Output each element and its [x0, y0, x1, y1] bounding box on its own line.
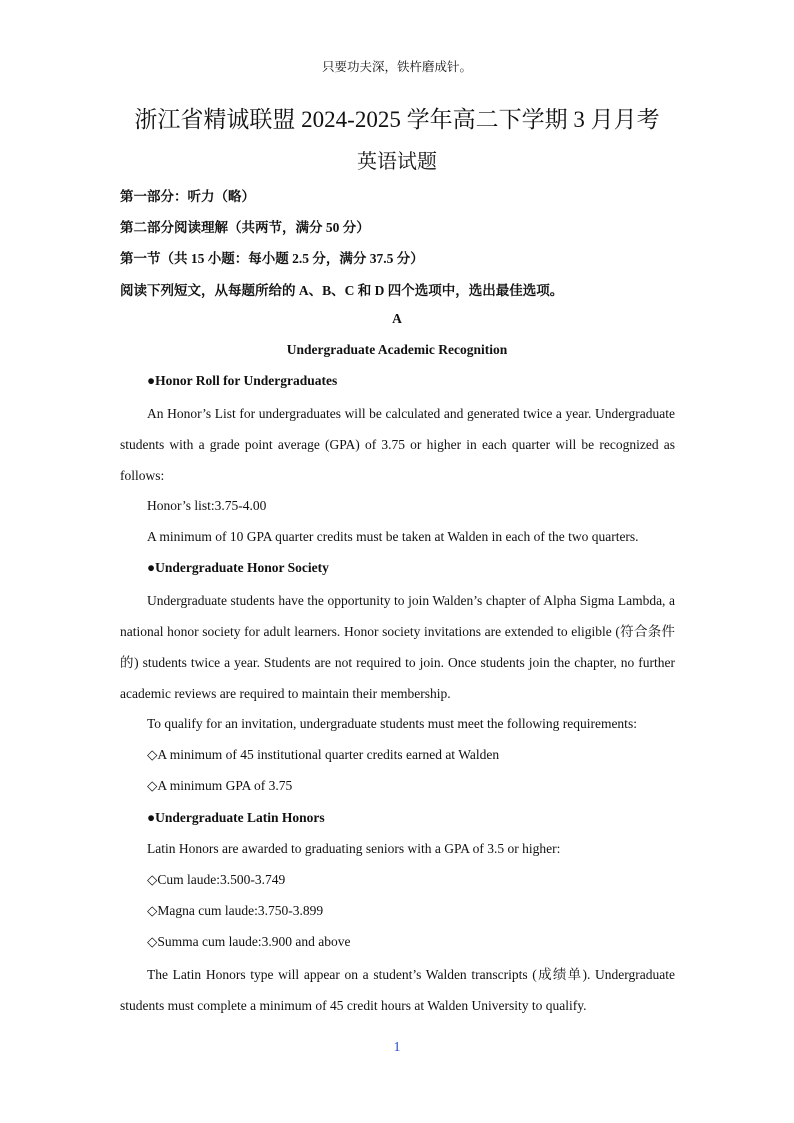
page-number: 1 — [393, 1040, 401, 1055]
instruction: 阅读下列短文，从每题所给的 A、B、C 和 D 四个选项中，选出最佳选项。 — [120, 283, 564, 298]
requirement-gpa: ◇A minimum GPA of 3.75 — [147, 778, 293, 793]
paragraph-text: The Latin Honors type will appear on a student’s Walden transcripts (成绩单). Undergraduate students must complete a minimum of 45 credit hours at Walden University to qualify. — [120, 967, 675, 1013]
honor-list-range: Honor’s list:3.75-4.00 — [147, 498, 267, 513]
section-heading-latin-honors: ●Undergraduate Latin Honors — [147, 810, 325, 825]
section1-heading: 第一节（共 15 小题：每小题 2.5 分，满分 37.5 分） — [120, 251, 424, 266]
page-header-motto: 只要功夫深，铁杵磨成针。 — [321, 60, 472, 74]
part1-heading: 第一部分：听力（略） — [120, 189, 255, 204]
section-heading-honor-roll: ●Honor Roll for Undergraduates — [147, 373, 338, 388]
latin-honor-cum-laude: ◇Cum laude:3.500-3.749 — [147, 872, 286, 887]
latin-honor-summa-cum-laude: ◇Summa cum laude:3.900 and above — [147, 934, 351, 949]
paragraph-honor-roll — [120, 398, 675, 491]
latin-honor-magna-cum-laude: ◇Magna cum laude:3.750-3.899 — [147, 903, 324, 918]
passage-letter: A — [392, 311, 402, 326]
requirement-credits: ◇A minimum of 45 institutional quarter credits earned at Walden — [147, 747, 500, 762]
paragraph-text: An Honor’s List for undergraduates will be calculated and generated twice a year. Undergraduate students with a grade point average (GPA) of 3.75 or higher in each quarter will be recognized as follows: — [120, 406, 675, 483]
paragraph-latin-transcripts — [120, 959, 675, 1021]
passage-title: Undergraduate Academic Recognition — [286, 342, 508, 357]
paragraph-honor-society — [120, 585, 675, 709]
latin-honors-intro: Latin Honors are awarded to graduating seniors with a GPA of 3.5 or higher: — [147, 841, 561, 856]
paragraph-text: Undergraduate students have the opportunity to join Walden’s chapter of Alpha Sigma Lambda, a national honor society for adult learners. Honor society invitations are extended to eligible (符合条件的) students twice a year. Students are not required to join. Once students join the chapter, no further academic reviews are required to maintain their membership. — [120, 593, 675, 701]
exam-title: 浙江省精诚联盟 2024-2025 学年高二下学期 3 月月考 — [134, 107, 660, 132]
qualify-requirements-intro: To qualify for an invitation, undergraduate students must meet the following requirements: — [147, 716, 637, 731]
part2-heading: 第二部分阅读理解（共两节，满分 50 分） — [120, 220, 370, 235]
credit-requirement: A minimum of 10 GPA quarter credits must be taken at Walden in each of the two quarters. — [147, 529, 639, 544]
section-heading-honor-society: ●Undergraduate Honor Society — [147, 560, 329, 575]
exam-subtitle: 英语试题 — [357, 151, 437, 173]
